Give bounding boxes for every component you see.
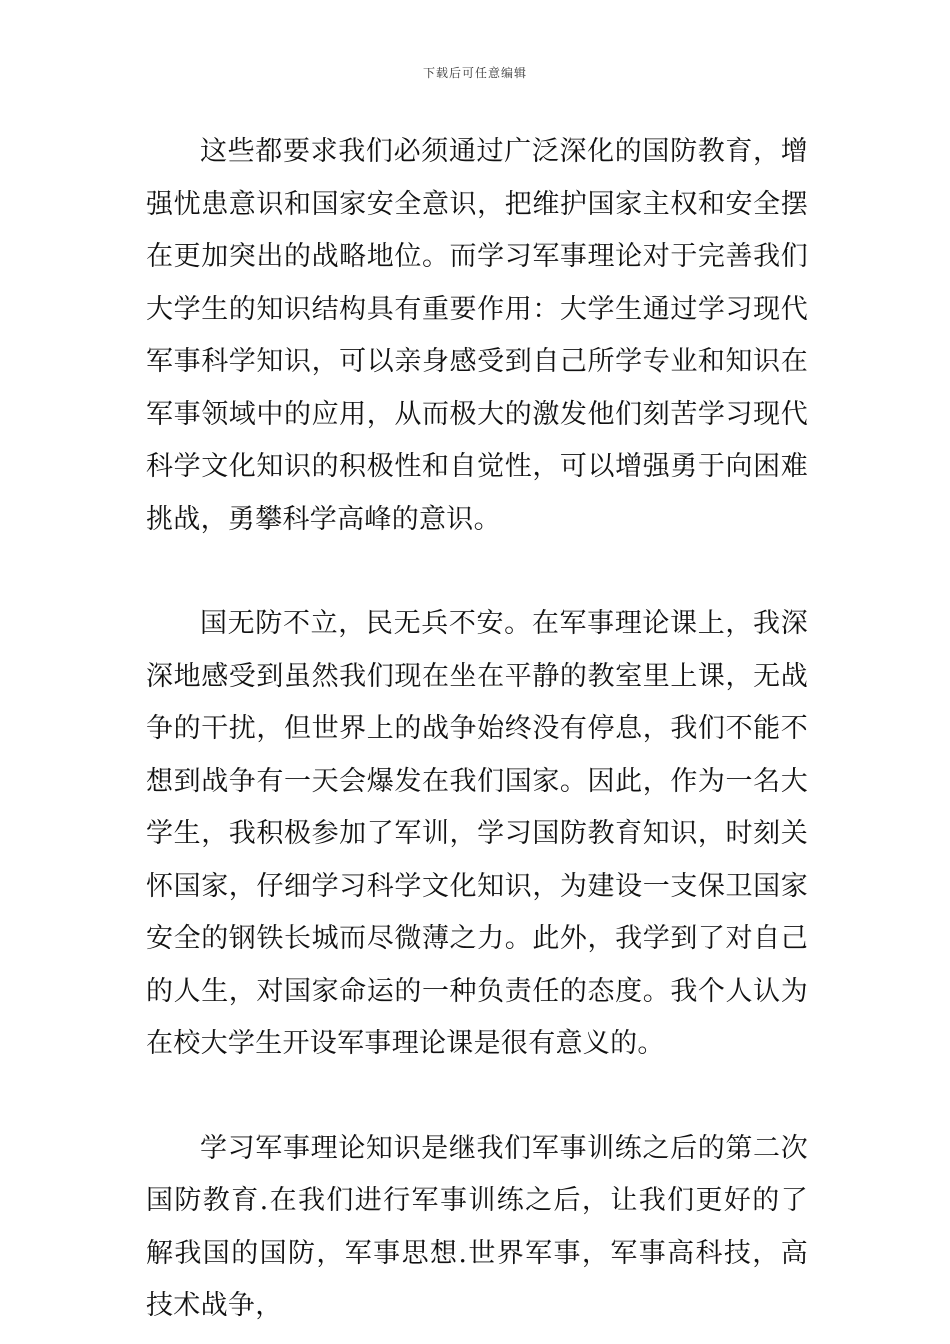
page-header: 下载后可任意编辑: [422, 66, 527, 80]
paragraph-2: 国无防不立，民无兵不安。在军事理论课上，我深深地感受到虽然我们现在坐在平静的教室里上课，无战争的干扰，但世界上的战争始终没有停息，我们不能不想到战争有一天会爆发在我们国家。因此，作为一名大学生，我积极参加了军训，学习国防教育知识，时刻关怀国家，仔细学习科学文化知识，为建设一支保卫国家安全的钢铁长城而尽微薄之力。此外，我学到了对自己的人生，对国家命运的一种负责任的态度。我个人认为在校大学生开设军事理论课是很有意义的。: [146, 608, 808, 1059]
paragraph-1: 这些都要求我们必须通过广泛深化的国防教育，增强忧患意识和国家安全意识，把维护国家主权和安全摆在更加突出的战略地位。而学习军事理论对于完善我们大学生的知识结构具有重要作用：大学生通过学习现代军事科学知识，可以亲身感受到自己所学专业和知识在军事领域中的应用，从而极大的激发他们刻苦学习现代科学文化知识的积极性和自觉性，可以增强勇于向困难挑战，勇攀科学高峰的意识。: [146, 136, 808, 535]
paragraph-3: 学习军事理论知识是继我们军事训练之后的第二次国防教育.在我们进行军事训练之后，让我们更好的了解我国的国防，军事思想.世界军事，军事高科技，高技术战争，: [146, 1132, 808, 1321]
document-body: [146, 126, 808, 1333]
